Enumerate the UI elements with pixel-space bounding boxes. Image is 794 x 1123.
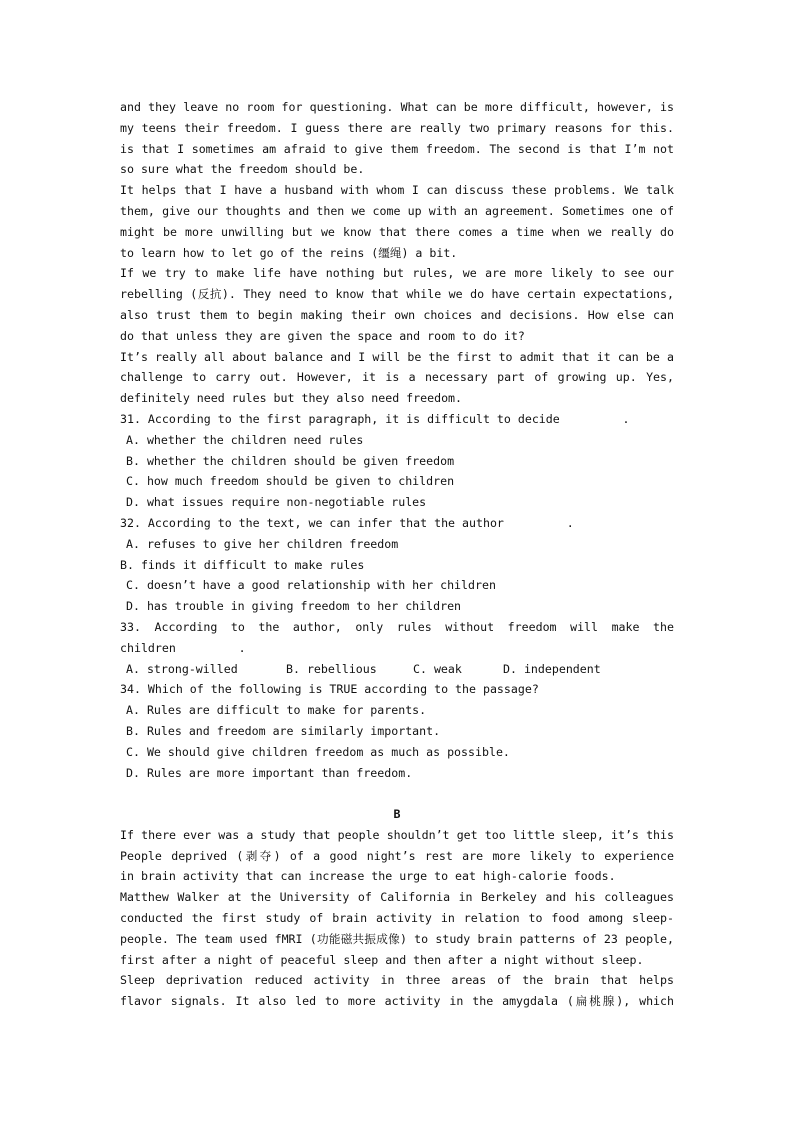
option-b: B. whether the children should be given freedom xyxy=(126,453,455,468)
option-c: C. weak xyxy=(413,661,462,676)
question-32 xyxy=(120,513,674,617)
passage-a-line: definitely need rules but they also need freedom. xyxy=(120,391,463,406)
document-page xyxy=(120,97,674,1012)
passage-b-line: People deprived (剥夺) of a good night’s rest are more likely to experience xyxy=(120,848,674,863)
option-a: A. Rules are difficult to make for parents. xyxy=(126,703,427,718)
option-b: B. Rules and freedom are similarly important. xyxy=(126,723,441,738)
passage-a-line: rebelling (反抗). They need to know that while we do have certain expectations, xyxy=(120,287,674,302)
option-a: A. whether the children need rules xyxy=(126,432,364,447)
options-row xyxy=(120,659,674,680)
question-34 xyxy=(120,679,674,783)
passage-b xyxy=(120,804,674,1012)
passage-a-line: and they leave no room for questioning. What can be more difficult, however, is xyxy=(120,100,674,114)
section-heading: B xyxy=(393,807,401,822)
question-stem: 31. According to the first paragraph, it is difficult to decide . xyxy=(120,411,630,426)
section-gap xyxy=(120,783,674,804)
option-d: D. independent xyxy=(503,661,601,676)
option-c: C. how much freedom should be given to children xyxy=(126,474,455,489)
option-d: D. has trouble in giving freedom to her children xyxy=(126,599,462,614)
option-c: C. doesn’t have a good relationship with her children xyxy=(126,578,496,593)
option-a: A. strong-willed xyxy=(126,661,238,676)
question-33 xyxy=(120,617,674,679)
passage-a-line: also trust them to begin making their own choices and decisions. How else can xyxy=(120,307,674,322)
question-31 xyxy=(120,409,674,513)
passage-a-line: is that I sometimes am afraid to give them freedom. The second is that I’m not xyxy=(120,141,674,156)
passage-a-line: so sure what the freedom should be. xyxy=(120,162,365,177)
question-stem: 33. According to the author, only rules without freedom will make the xyxy=(120,619,674,634)
option-b: B. rebellious xyxy=(286,661,377,676)
passage-a-line: them, give our thoughts and then we come up with an agreement. Sometimes one of xyxy=(120,203,674,218)
passage-a-line: It’s really all about balance and I will be the first to admit that it can be a xyxy=(120,349,674,364)
passage-b-line: flavor signals. It also led to more activity in the amygdala (扁桃腺), which xyxy=(120,994,674,1009)
question-stem: 34. Which of the following is TRUE according to the passage? xyxy=(120,682,539,697)
passage-b-line: If there ever was a study that people shouldn’t get too little sleep, it’s this xyxy=(120,827,674,842)
passage-a xyxy=(120,97,674,409)
passage-a-line: my teens their freedom. I guess there are really two primary reasons for this. xyxy=(120,120,674,135)
passage-a-line: to learn how to let go of the reins (缰绳) a bit. xyxy=(120,245,458,260)
passage-b-line: first after a night of peaceful sleep and then after a night without sleep. xyxy=(120,952,644,967)
passage-b-line: people. The team used fMRI (功能磁共振成像) to study brain patterns of 23 people, xyxy=(120,931,674,946)
passage-a-line: challenge to carry out. However, it is a necessary part of growing up. Yes, xyxy=(120,370,674,385)
option-d: D. what issues require non-negotiable rules xyxy=(126,495,427,510)
question-stem: 32. According to the text, we can infer that the author . xyxy=(120,515,574,530)
passage-a-line: might be more unwilling but we know that there comes a time when we really do xyxy=(120,224,674,239)
option-a: A. refuses to give her children freedom xyxy=(126,536,399,551)
passage-a-line: It helps that I have a husband with whom I can discuss these problems. We talk xyxy=(120,183,674,198)
passage-a-line: do that unless they are given the space and room to do it? xyxy=(120,328,525,343)
option-c: C. We should give children freedom as much as possible. xyxy=(126,744,510,759)
passage-b-line: Sleep deprivation reduced activity in three areas of the brain that helps xyxy=(120,973,674,988)
passage-b-line: in brain activity that can increase the urge to eat high-calorie foods. xyxy=(120,869,616,884)
option-d: D. Rules are more important than freedom. xyxy=(126,765,413,780)
passage-a-line: If we try to make life have nothing but rules, we are more likely to see our xyxy=(120,266,674,281)
question-stem-continued: children . xyxy=(120,640,246,655)
passage-b-line: conducted the first study of brain activity in relation to food among sleep- xyxy=(120,911,674,926)
passage-b-line: Matthew Walker at the University of California in Berkeley and his colleagues xyxy=(120,890,674,905)
option-b: B. finds it difficult to make rules xyxy=(120,557,365,572)
